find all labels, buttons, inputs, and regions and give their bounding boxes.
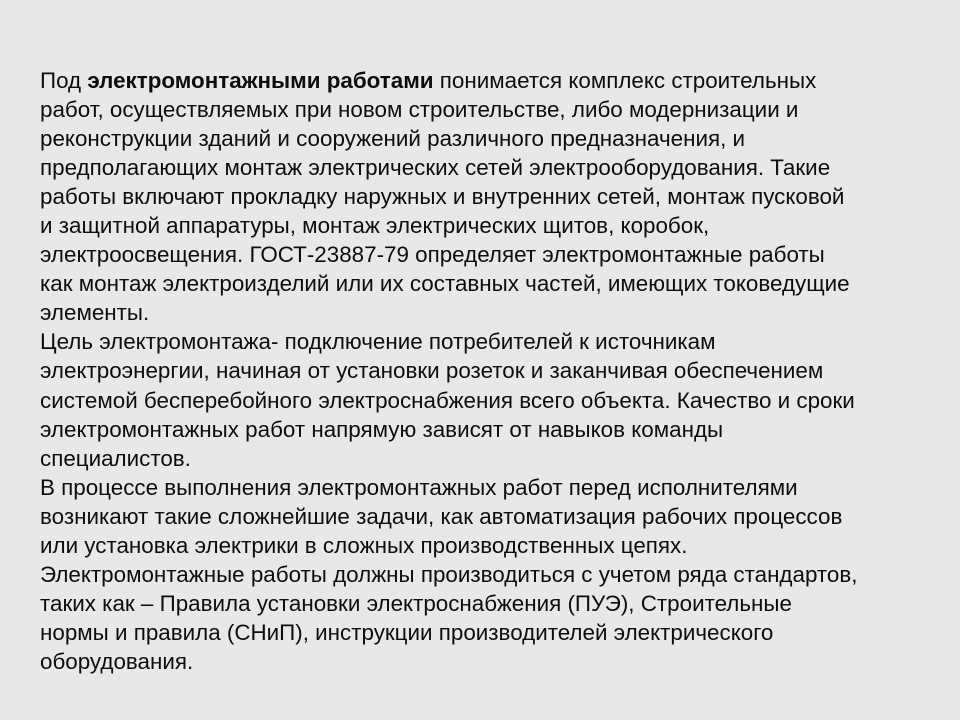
text-segment: системой бесперебойного электроснабжения всего объекта. Качество и сроки	[40, 387, 855, 413]
text-line	[40, 269, 920, 298]
text-segment: электроосвещения. ГОСТ-23887-79 определяет электромонтажные работы	[40, 242, 825, 268]
text-line	[40, 589, 920, 618]
text-segment: элементы.	[40, 300, 150, 326]
text-segment: специалистов.	[40, 445, 191, 471]
text-segment: работы включают прокладку наружных и внутренних сетей, монтаж пусковой	[40, 184, 845, 210]
text-line	[40, 444, 920, 473]
text-segment: оборудования.	[40, 648, 194, 674]
text-line	[40, 618, 920, 647]
text-segment: Цель электромонтажа- подключение потребителей к источникам	[40, 329, 716, 355]
text-segment: нормы и правила (СНиП), инструкции производителей электрического	[40, 619, 774, 645]
text-line	[40, 182, 920, 211]
text-segment: понимается комплекс строительных	[433, 68, 817, 93]
text-line	[40, 124, 920, 153]
text-segment: работ, осуществляемых при новом строительстве, либо модернизации и	[40, 97, 799, 123]
bold-term: электромонтажными работами	[87, 68, 434, 93]
paragraph	[40, 66, 920, 327]
paragraph	[40, 473, 920, 560]
text-line	[40, 95, 920, 124]
body-text	[40, 66, 920, 676]
text-line	[40, 327, 920, 356]
text-line	[40, 473, 920, 502]
text-line	[40, 560, 920, 589]
text-line	[40, 211, 920, 240]
text-line	[40, 356, 920, 385]
text-segment: Под	[40, 68, 88, 93]
text-segment: В процессе выполнения электромонтажных работ перед исполнителями	[40, 474, 798, 500]
text-line	[40, 415, 920, 444]
text-segment: и защитной аппаратуры, монтаж электрических щитов, коробок,	[40, 213, 710, 239]
text-line	[40, 647, 920, 676]
paragraph	[40, 327, 920, 472]
paragraph	[40, 560, 920, 676]
text-line	[40, 66, 920, 95]
text-line	[40, 386, 920, 415]
text-line	[40, 153, 920, 182]
text-line	[40, 502, 920, 531]
text-line	[40, 298, 920, 327]
text-segment: Электромонтажные работы должны производиться с учетом ряда стандартов,	[40, 561, 858, 587]
text-segment: электроэнергии, начиная от установки розеток и заканчивая обеспечением	[40, 358, 824, 384]
text-segment: реконструкции зданий и сооружений различного предназначения, и	[40, 126, 746, 152]
text-segment: предполагающих монтаж электрических сетей электрооборудования. Такие	[40, 155, 831, 181]
text-line	[40, 531, 920, 560]
text-segment: таких как – Правила установки электроснабжения (ПУЭ), Строительные	[40, 590, 792, 616]
text-segment: электромонтажных работ напрямую зависят от навыков команды	[40, 416, 724, 442]
text-segment: возникают такие сложнейшие задачи, как автоматизация рабочих процессов	[40, 503, 843, 529]
text-segment: или установка электрики в сложных производственных цепях.	[40, 532, 688, 558]
text-segment: как монтаж электроизделий или их составных частей, имеющих токоведущие	[40, 271, 850, 297]
text-line	[40, 240, 920, 269]
